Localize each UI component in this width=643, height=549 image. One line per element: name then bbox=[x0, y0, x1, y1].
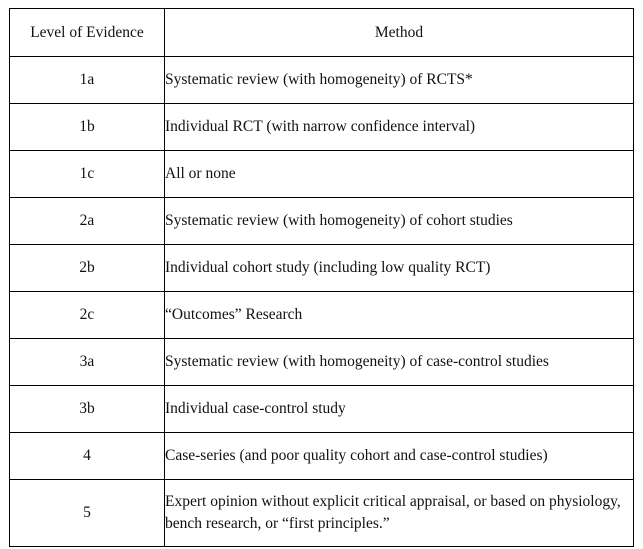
method-cell: “Outcomes” Research bbox=[165, 292, 634, 339]
method-cell: Expert opinion without explicit critical appraisal, or based on physiology, bench research, or “first principles.” bbox=[165, 480, 634, 547]
level-cell: 3b bbox=[10, 386, 165, 433]
table-header-row bbox=[10, 9, 634, 57]
table-row bbox=[10, 386, 634, 433]
method-cell: Individual cohort study (including low quality RCT) bbox=[165, 245, 634, 292]
level-cell: 1b bbox=[10, 104, 165, 151]
level-cell: 2a bbox=[10, 198, 165, 245]
table-row bbox=[10, 198, 634, 245]
level-cell: 2c bbox=[10, 292, 165, 339]
table-row bbox=[10, 151, 634, 198]
level-header: Level of Evidence bbox=[10, 9, 165, 57]
table-row bbox=[10, 339, 634, 386]
level-cell: 1c bbox=[10, 151, 165, 198]
level-cell: 3a bbox=[10, 339, 165, 386]
method-header: Method bbox=[165, 9, 634, 57]
table-row bbox=[10, 57, 634, 104]
evidence-levels-table bbox=[9, 8, 634, 547]
level-cell: 4 bbox=[10, 433, 165, 480]
method-cell: Case-series (and poor quality cohort and case-control studies) bbox=[165, 433, 634, 480]
method-cell: Individual case-control study bbox=[165, 386, 634, 433]
level-cell: 1a bbox=[10, 57, 165, 104]
table-row bbox=[10, 292, 634, 339]
method-cell: Systematic review (with homogeneity) of cohort studies bbox=[165, 198, 634, 245]
level-cell: 2b bbox=[10, 245, 165, 292]
method-cell: Systematic review (with homogeneity) of case-control studies bbox=[165, 339, 634, 386]
level-cell: 5 bbox=[10, 480, 165, 547]
table-row bbox=[10, 433, 634, 480]
method-cell: Individual RCT (with narrow confidence interval) bbox=[165, 104, 634, 151]
method-cell: All or none bbox=[165, 151, 634, 198]
table-row bbox=[10, 245, 634, 292]
method-cell: Systematic review (with homogeneity) of RCTS* bbox=[165, 57, 634, 104]
table-row bbox=[10, 480, 634, 547]
table-row bbox=[10, 104, 634, 151]
